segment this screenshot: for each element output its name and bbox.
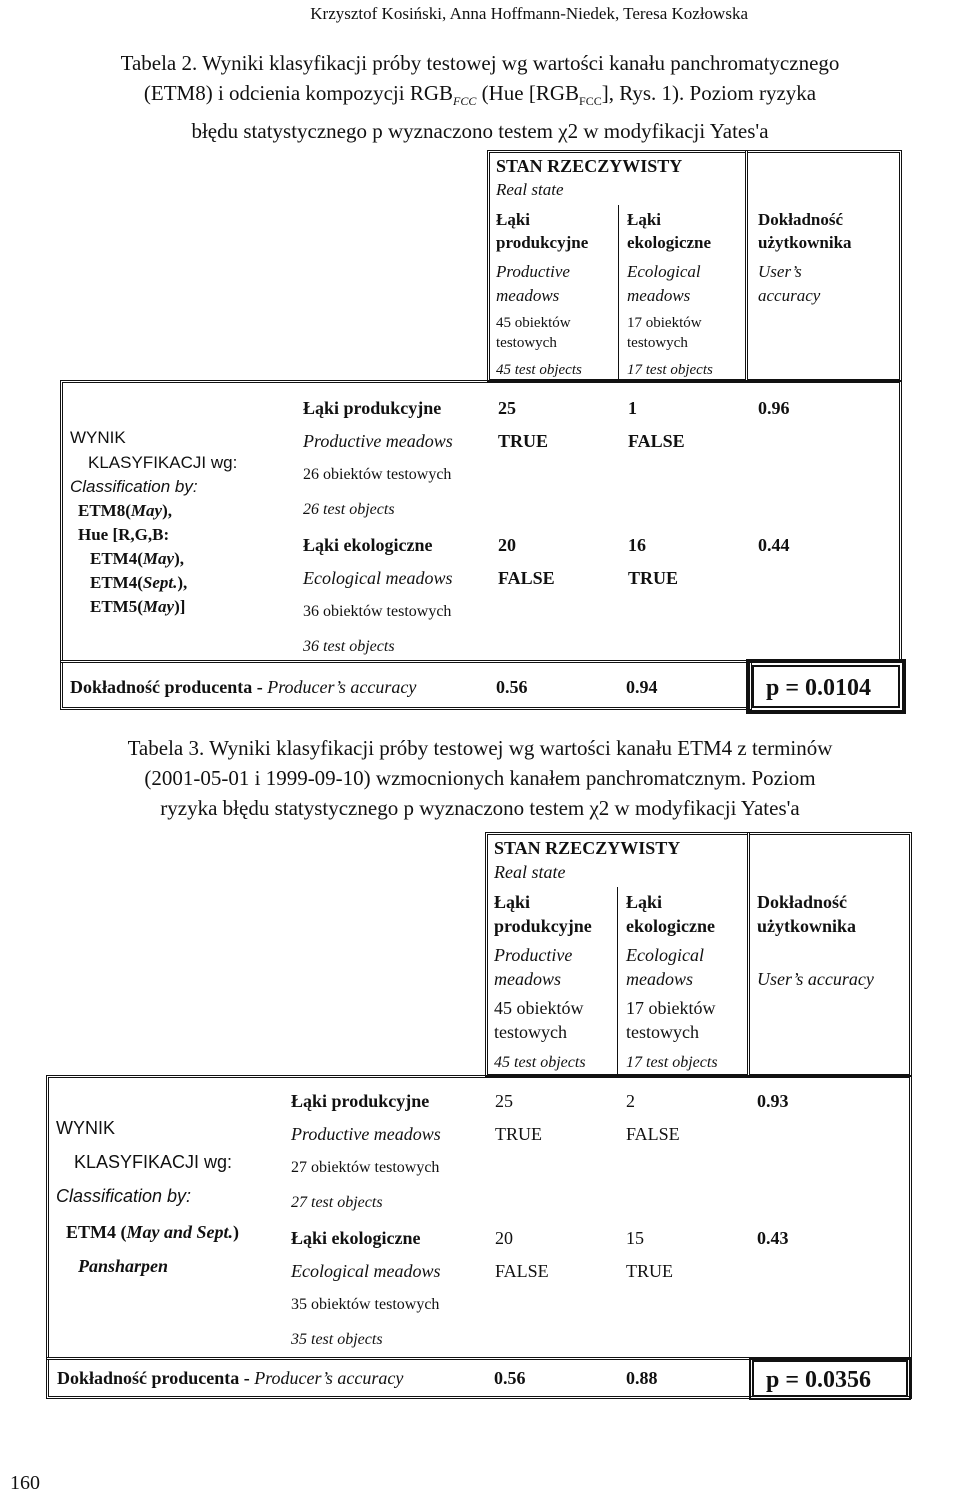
table3-col1-en: meadows <box>494 969 561 989</box>
left-text: ) <box>233 1222 240 1242</box>
table2-left-result: WYNIK <box>70 428 126 447</box>
table3-col2-en: meadows <box>626 969 693 989</box>
table2-col3-en: User’s <box>758 262 802 281</box>
table3-col2-en: Ecological <box>626 945 704 965</box>
table2-left-band <box>90 597 185 617</box>
table3-left-classified-by: Classification by: <box>56 1186 192 1206</box>
table2-row2-label-en: Ecological meadows <box>303 568 453 588</box>
left-text: May <box>142 549 175 568</box>
table3-left-band: Pansharpen <box>78 1256 169 1276</box>
producer-text: Dokładność producenta - <box>70 677 268 697</box>
table3-col2-count-en: 17 test objects <box>626 1054 718 1071</box>
table2-p-value: p = 0.0104 <box>752 665 900 708</box>
table2-row1-count: 26 obiektów testowych <box>303 466 452 483</box>
table3-cell: 20 <box>495 1228 513 1248</box>
table3-left-classification <box>74 1152 232 1173</box>
left-text: wg: <box>206 453 238 472</box>
table3-user-accuracy: 0.43 <box>757 1228 789 1248</box>
table3-caption-line2: (2001-05-01 i 1999-09-10) wzmocnionych kanałem panchromatcznym. Poziom <box>144 766 816 790</box>
table2-row1-label: Łąki produkcyjne <box>303 398 442 418</box>
table2-real-state-en: Real state <box>496 180 564 199</box>
table3-caption <box>20 733 940 823</box>
left-text: Sept. <box>142 573 178 592</box>
table2-row1-count-en: 26 test objects <box>303 501 395 518</box>
table2-col3-pl: użytkownika <box>758 233 852 252</box>
table2-row1-label-en: Productive meadows <box>303 431 453 451</box>
table3-col-divider <box>617 887 618 1077</box>
table2-col2-en: meadows <box>627 286 691 305</box>
table3-left-result: WYNIK <box>56 1118 116 1138</box>
table2-producer-label <box>70 677 416 698</box>
table2-cell: 16 <box>628 535 646 555</box>
table3-cell: 25 <box>495 1091 513 1111</box>
table3-col1-count-en: 45 test objects <box>494 1054 586 1071</box>
table2-producer-acc: 0.94 <box>626 677 658 697</box>
table3-producer-label <box>57 1368 403 1389</box>
table3-col3-pl: Dokładność <box>757 892 848 912</box>
table3-row1-label: Łąki produkcyjne <box>291 1091 430 1111</box>
producer-text: Producer’s accuracy <box>254 1368 404 1388</box>
table3-p-value: p = 0.0356 <box>752 1360 908 1397</box>
left-text: KLASYFIKACJI <box>88 453 207 472</box>
table3-col1-pl: Łąki <box>494 892 531 912</box>
table3-row2-count-en: 35 test objects <box>291 1331 383 1348</box>
table2-col1-pl: Łąki <box>496 210 531 229</box>
table2-col1-en: meadows <box>496 286 560 305</box>
table2-left-classified-by: Classification by: <box>70 477 198 496</box>
table2-cell: 25 <box>498 398 516 418</box>
table3-col1-pl: produkcyjne <box>494 916 592 936</box>
table3-col3-en: User’s accuracy <box>757 969 874 989</box>
table2-caption-line3: błędu statystycznego p wyznaczono testem χ2 w modyfikacji Yates'a <box>191 119 769 144</box>
table3-col1-en: Productive <box>494 945 573 965</box>
table3-producer-acc: 0.88 <box>626 1368 658 1388</box>
left-text: )] <box>174 597 186 616</box>
table3-row2-label: Łąki ekologiczne <box>291 1228 421 1248</box>
producer-text: Dokładność producenta - <box>57 1368 255 1388</box>
left-text: ETM4( <box>90 573 143 592</box>
table3-row1-label-en: Productive meadows <box>291 1124 441 1144</box>
left-text: ), <box>174 549 184 568</box>
table3-cell-status: FALSE <box>626 1124 680 1144</box>
left-text: ETM5( <box>90 597 143 616</box>
table3-col2-count: testowych <box>626 1022 699 1042</box>
table2-left-band <box>90 573 187 593</box>
table2-col1-count: 45 obiektów <box>496 315 571 331</box>
left-text: May <box>142 597 175 616</box>
table3-real-state: STAN RZECZYWISTY <box>494 838 681 858</box>
table2-col-divider <box>618 205 619 382</box>
table3-user-accuracy-box <box>747 832 912 1077</box>
page-number: 160 <box>10 1472 40 1494</box>
table2-col1-pl: produkcyjne <box>496 233 589 252</box>
table3-real-state-en: Real state <box>494 862 566 882</box>
table2-col1-count-en: 45 test objects <box>496 362 582 378</box>
table2-col2-en: Ecological <box>627 262 701 281</box>
table3-producer-acc: 0.56 <box>494 1368 526 1388</box>
left-text: ), <box>162 501 172 520</box>
table2-real-state: STAN RZECZYWISTY <box>496 156 683 176</box>
caption-text: ], Rys. 1). Poziom ryzyka <box>601 81 817 105</box>
table3-caption-line3: ryzyka błędu statystycznego p wyznaczono testem χ2 w modyfikacji Yates'a <box>160 796 800 820</box>
table2-left-band <box>90 549 184 569</box>
table3-col3-pl: użytkownika <box>757 916 857 936</box>
table2-caption <box>20 48 940 146</box>
left-text: ETM4( <box>90 549 143 568</box>
table2-left-band: Hue [R,G,B: <box>78 525 170 544</box>
table2-col2-count: 17 obiektów <box>627 315 702 331</box>
table2-left-classification <box>88 453 237 473</box>
table3-user-accuracy: 0.93 <box>757 1091 789 1111</box>
table3-col2-count: 17 obiektów <box>626 998 716 1018</box>
table2-col2-pl: ekologiczne <box>627 233 712 252</box>
table2-user-accuracy: 0.96 <box>758 398 790 418</box>
caption-text: (ETM8) i odcienia kompozycji RGB <box>143 81 454 105</box>
left-text: ETM8( <box>78 501 131 520</box>
table3-col1-count: testowych <box>494 1022 567 1042</box>
left-text: wg: <box>199 1152 233 1172</box>
table3-left-band <box>66 1222 239 1243</box>
table2-cell-status: FALSE <box>498 568 555 588</box>
table2-col3-pl: Dokładność <box>758 210 844 229</box>
caption-subscript: FCC <box>579 94 602 109</box>
left-text: KLASYFIKACJI <box>74 1152 200 1172</box>
table3-row1-count: 27 obiektów testowych <box>291 1159 440 1176</box>
left-text: ETM4 ( <box>66 1222 127 1242</box>
table3-col2-pl: Łąki <box>626 892 663 912</box>
table3-row1-count-en: 27 test objects <box>291 1194 383 1211</box>
table3-caption-line1: Tabela 3. Wyniki klasyfikacji próby testowej wg wartości kanału ETM4 z terminów <box>127 736 833 760</box>
table3-cell: 2 <box>626 1091 635 1111</box>
table2-left-band <box>78 501 172 521</box>
table2-row2-count: 36 obiektów testowych <box>303 603 452 620</box>
table2-row2-count-en: 36 test objects <box>303 638 395 655</box>
table2-caption-line1: Tabela 2. Wyniki klasyfikacji próby testowej wg wartości kanału panchromatycznego <box>120 51 840 75</box>
table2-col2-count-en: 17 test objects <box>627 362 713 378</box>
table2-col3-en: accuracy <box>758 286 821 305</box>
table2-producer-acc: 0.56 <box>496 677 528 697</box>
table2-cell-status: TRUE <box>628 568 679 588</box>
table3-cell-status: TRUE <box>495 1124 542 1144</box>
table3-cell-status: TRUE <box>626 1261 673 1281</box>
table3-cell-status: FALSE <box>495 1261 549 1281</box>
producer-text: Producer’s accuracy <box>267 677 417 697</box>
left-text: ), <box>177 573 188 592</box>
running-header: Krzysztof Kosiński, Anna Hoffmann-Niedek, Teresa Kozłowska <box>310 4 748 23</box>
left-text: May and Sept. <box>126 1222 234 1242</box>
table3-col1-count: 45 obiektów <box>494 998 584 1018</box>
table2-row2-label: Łąki ekologiczne <box>303 535 433 555</box>
table2-body-box <box>60 380 902 663</box>
table2-col1-en: Productive <box>496 262 570 281</box>
table2-cell-status: FALSE <box>628 431 685 451</box>
table2-cell: 20 <box>498 535 516 555</box>
table2-col2-count: testowych <box>627 335 688 351</box>
table2-caption-line2 <box>20 78 940 116</box>
table3-body-box <box>46 1075 912 1360</box>
table2-col2-pl: Łąki <box>627 210 662 229</box>
table3-col2-pl: ekologiczne <box>626 916 715 936</box>
table2-user-accuracy: 0.44 <box>758 535 790 555</box>
table3-cell: 15 <box>626 1228 644 1248</box>
table2-cell-status: TRUE <box>498 431 549 451</box>
table2-cell: 1 <box>628 398 637 418</box>
caption-subscript: FCC <box>453 94 477 109</box>
table3-row2-count: 35 obiektów testowych <box>291 1296 440 1313</box>
table3-row2-label-en: Ecological meadows <box>291 1261 441 1281</box>
caption-text: (Hue [RGB <box>476 81 580 105</box>
left-text: May <box>130 501 163 520</box>
table2-col1-count: testowych <box>496 335 557 351</box>
